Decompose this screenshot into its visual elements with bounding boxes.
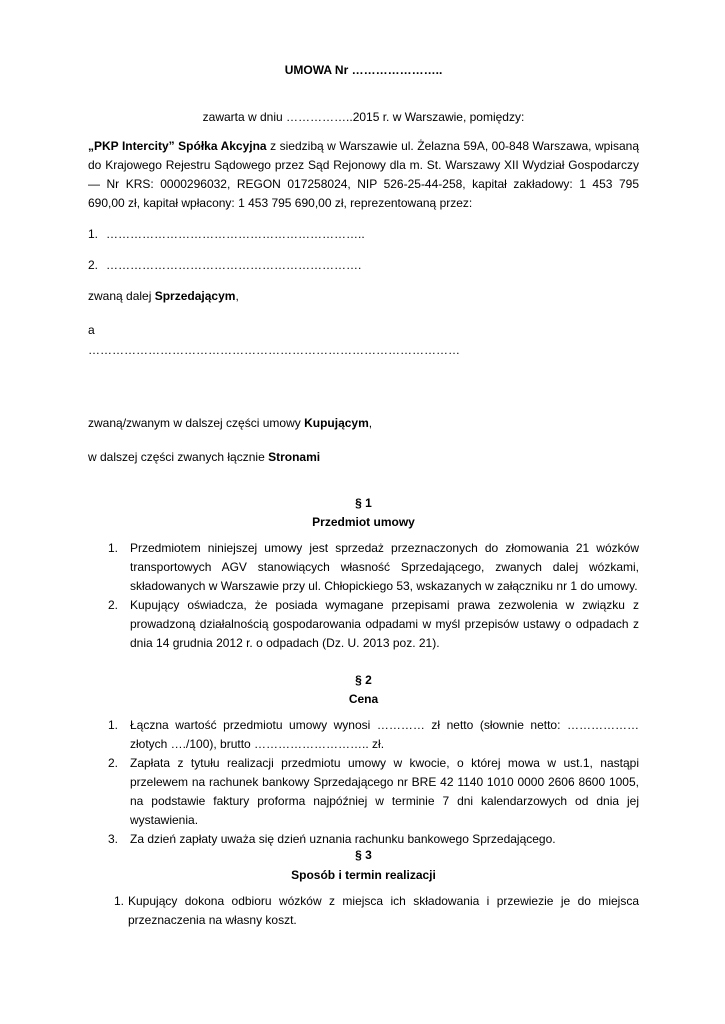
list-item-number: 2. bbox=[108, 598, 119, 612]
list-item-text: Zapłata z tytułu realizacji przedmiotu umowy w kwocie, o której mowa w ust.1, nastąpi przelewem na rachunek bankowy Sprzedającego nr BRE 42 1140 1010 0000 2606 8600 1005, na podstawie faktury proforma najpóźniej w terminie 7 dni kalendarzowych od dnia jej wystawienia. bbox=[130, 756, 639, 827]
party-1-details: z siedzibą w Warszawie ul. Żelazna 59A, 00-848 Warszawa, wpisaną do Krajowego Rejestru Sądowego przez Sąd Rejonowy dla m. St. Warszawy XII Wydział Gospodarczy — Nr KRS: 0000296032, REGON 017258024, NIP 526-25-44-258, kapitał zakładowy: 1 453 795 690,00 zł, kapitał wpłacony: 1 453 795 690,00 zł, reprezentowaną przez: bbox=[88, 139, 639, 210]
list-item-text: Za dzień zapłaty uważa się dzień uznania rachunku bankowego Sprzedającego. bbox=[130, 832, 556, 846]
contract-intro: zawarta w dniu ……………..2015 r. w Warszawie, pomiędzy: bbox=[202, 110, 525, 124]
parties-role: Stronami bbox=[268, 450, 321, 464]
list-item-text: Łączna wartość przedmiotu umowy wynosi ………… zł netto (słownie netto: ……………… złotych …./100), brutto ……………………….. zł. bbox=[130, 718, 639, 751]
list-item-number: 3. bbox=[108, 832, 119, 846]
list-item-text: Kupujący oświadcza, że posiada wymagane przepisami prawa zezwolenia w związku z prowadzoną działalnością gospodarowania odpadami w myśl przepisów ustawy o odpadach z dnia 14 grudnia 2012 r. o odpadach (Dz. U. 2013 poz. 21). bbox=[130, 598, 639, 650]
representative-1 bbox=[88, 225, 639, 244]
representative-2-number: 2. bbox=[88, 258, 99, 272]
representative-2-line: ………………………………………………………. bbox=[106, 258, 362, 272]
seller-clause-prefix: zwaną dalej bbox=[88, 289, 155, 303]
buyer-clause bbox=[88, 414, 639, 433]
seller-clause-suffix: , bbox=[235, 289, 239, 303]
section-2-list bbox=[88, 716, 639, 849]
list-item-text: Przedmiotem niniejszej umowy jest sprzedaż przeznaczonych do złomowania 21 wózków transportowych AGV stanowiących własność Sprzedającego, zwanych dalej wózkami, składowanych w Warszawie przy ul. Chłopickiego 53, wskazanych w załączniku nr 1 do umowy. bbox=[130, 541, 639, 593]
party-1-description bbox=[88, 137, 639, 213]
section-2-mark: § 2 bbox=[355, 673, 372, 687]
section-3-list bbox=[88, 892, 639, 930]
representative-1-number: 1. bbox=[88, 227, 99, 241]
and-word: a bbox=[88, 323, 95, 337]
list-item-number: 2. bbox=[108, 756, 119, 770]
section-2-heading: Cena bbox=[348, 692, 379, 706]
list-item bbox=[88, 596, 639, 653]
list-item-number: 1. bbox=[108, 541, 119, 555]
parties-clause-prefix: w dalszej części zwanych łącznie bbox=[88, 450, 269, 464]
party-1-name: „PKP Intercity” Spółka Akcyjna bbox=[88, 139, 267, 153]
representative-1-line: ……………………………………………………….. bbox=[106, 227, 365, 241]
list-item bbox=[88, 754, 639, 830]
section-1-mark: § 1 bbox=[355, 496, 372, 510]
section-3-mark: § 3 bbox=[355, 848, 372, 862]
list-item bbox=[88, 716, 639, 754]
buyer-clause-prefix: zwaną/zwanym w dalszej części umowy bbox=[88, 416, 305, 430]
contract-title: UMOWA Nr ………………….. bbox=[284, 63, 443, 77]
section-1-list bbox=[88, 539, 639, 653]
buyer-role: Kupującym bbox=[304, 416, 369, 430]
buyer-blank-line: ………………………………………………………………………………… bbox=[88, 343, 460, 357]
seller-role: Sprzedającym bbox=[154, 289, 236, 303]
parties-clause bbox=[88, 448, 639, 467]
section-3-heading: Sposób i termin realizacji bbox=[291, 868, 436, 882]
list-item-number: 1. bbox=[108, 718, 119, 732]
section-1-heading: Przedmiot umowy bbox=[312, 515, 415, 529]
representative-2 bbox=[88, 256, 639, 275]
list-item-text: Kupujący dokona odbioru wózków z miejsca ich składowania i przewiezie je do miejsca przeznaczenia na własny koszt. bbox=[128, 894, 639, 927]
buyer-clause-suffix: , bbox=[368, 416, 373, 430]
list-item bbox=[88, 892, 639, 930]
list-item bbox=[88, 539, 639, 596]
list-item-number: 1. bbox=[114, 894, 125, 908]
seller-clause bbox=[88, 287, 639, 306]
